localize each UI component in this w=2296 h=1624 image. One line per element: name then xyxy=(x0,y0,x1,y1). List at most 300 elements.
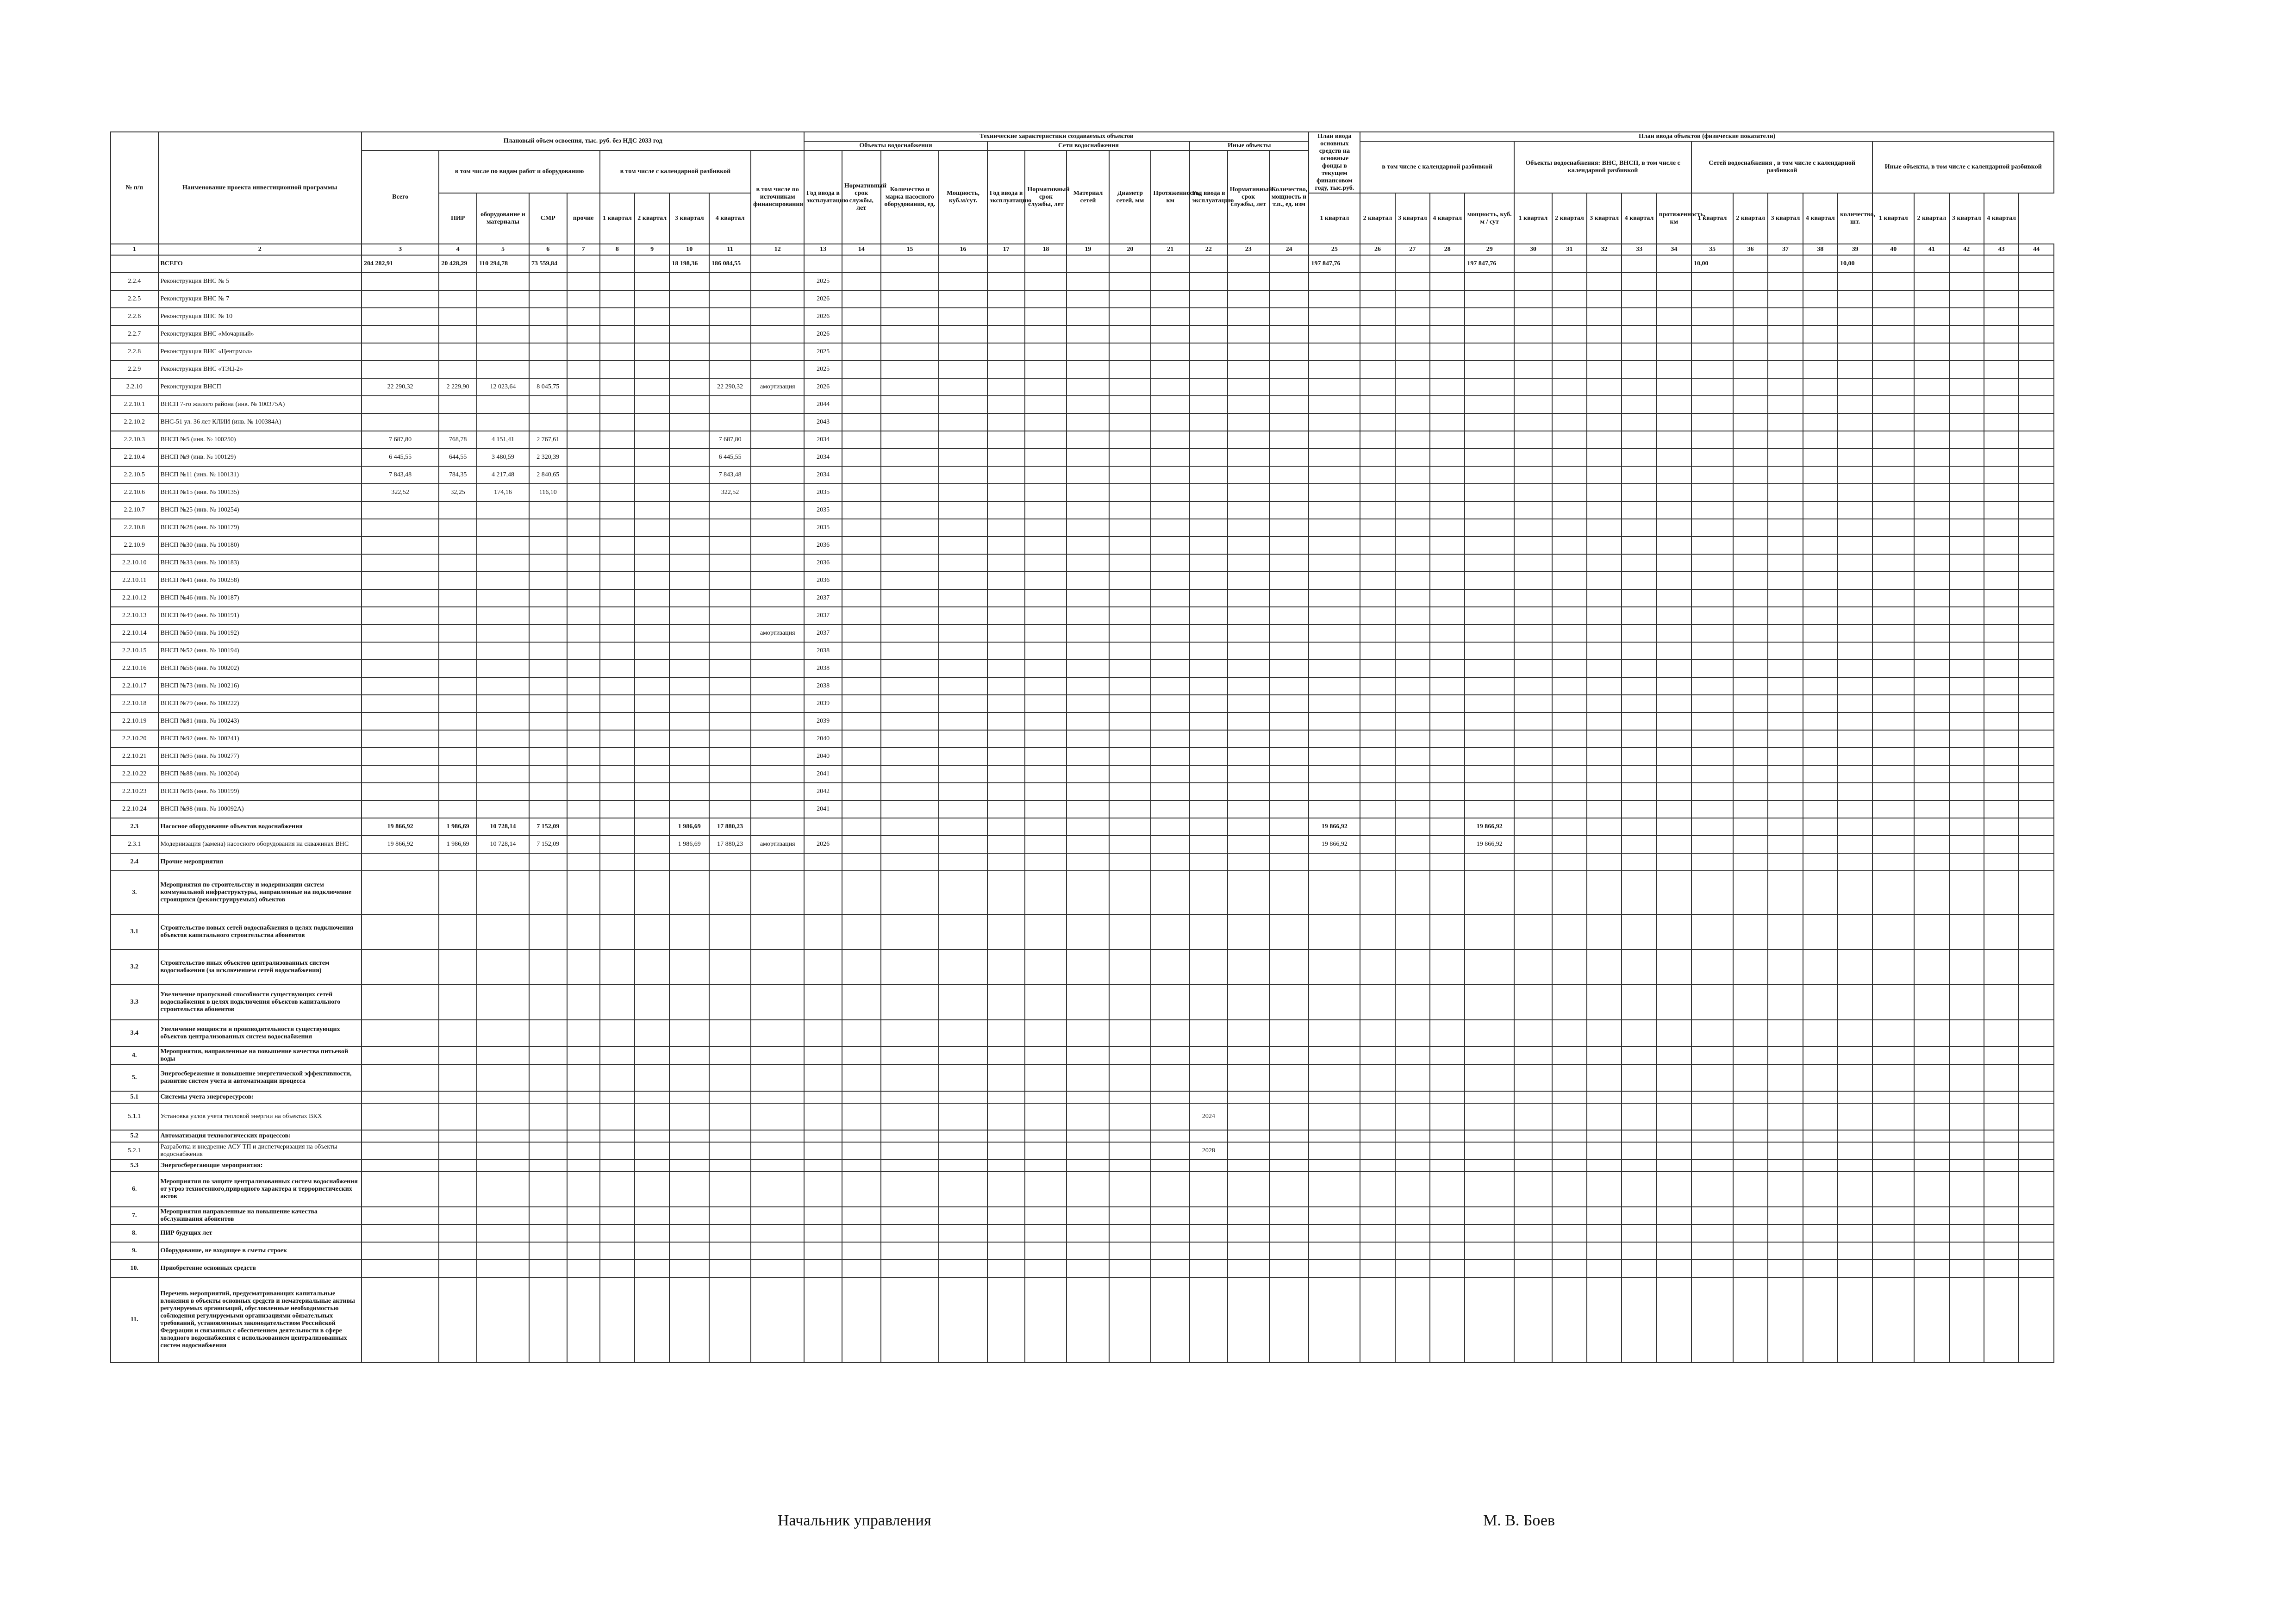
table-cell xyxy=(987,572,1025,589)
table-cell xyxy=(1914,1142,1949,1160)
table-cell xyxy=(1803,853,1838,871)
row-smr xyxy=(529,1160,567,1172)
table-cell xyxy=(1025,1260,1067,1277)
table-cell xyxy=(804,255,842,273)
table-cell xyxy=(1914,1020,1949,1047)
table-cell xyxy=(2019,1020,2054,1047)
q3-header: 3 квартал xyxy=(669,193,709,244)
table-cell xyxy=(842,466,881,484)
table-cell xyxy=(1025,914,1067,949)
row-src xyxy=(751,449,804,466)
row-total xyxy=(362,1207,439,1224)
row-equip xyxy=(477,748,529,765)
table-cell xyxy=(1872,1224,1914,1242)
table-cell xyxy=(881,1142,939,1160)
table-cell xyxy=(842,501,881,519)
table-cell xyxy=(1691,1047,1733,1064)
table-cell xyxy=(1838,308,1872,325)
table-cell xyxy=(1657,589,1691,607)
table-cell xyxy=(987,800,1025,818)
row-pir xyxy=(439,1020,477,1047)
table-cell xyxy=(1914,554,1949,572)
table-cell xyxy=(1872,361,1914,378)
row-q3 xyxy=(669,712,709,730)
table-cell xyxy=(1067,1142,1109,1160)
table-cell xyxy=(1657,783,1691,800)
table-cell xyxy=(1984,1172,2019,1207)
table-cell xyxy=(1067,361,1109,378)
table-cell xyxy=(1228,1020,1269,1047)
row-total xyxy=(362,519,439,537)
table-cell xyxy=(1514,712,1552,730)
row-q3 xyxy=(669,290,709,308)
row-q3 xyxy=(669,1103,709,1130)
table-cell xyxy=(635,871,669,914)
table-cell xyxy=(1228,836,1269,853)
table-cell xyxy=(939,1160,987,1172)
row-total: 19 866,92 xyxy=(362,818,439,836)
table-cell xyxy=(987,712,1025,730)
table-cell xyxy=(1269,413,1309,431)
table-cell xyxy=(567,1277,600,1362)
row-pir xyxy=(439,1207,477,1224)
table-cell xyxy=(2019,914,2054,949)
table-cell xyxy=(1395,783,1430,800)
table-cell xyxy=(1430,431,1465,449)
table-cell xyxy=(1430,985,1465,1020)
table-cell xyxy=(842,1047,881,1064)
table-cell xyxy=(1691,783,1733,800)
table-cell xyxy=(1733,572,1768,589)
row-year-q xyxy=(1465,712,1514,730)
column-number: 8 xyxy=(600,244,635,255)
table-cell xyxy=(1587,1207,1622,1224)
row-equip xyxy=(477,949,529,985)
table-cell xyxy=(1151,519,1190,537)
row-src xyxy=(751,308,804,325)
table-cell xyxy=(1025,1224,1067,1242)
table-cell xyxy=(1768,554,1803,572)
row-name: ПИР будущих лет xyxy=(158,1224,362,1242)
row-plan xyxy=(1309,677,1360,695)
table-cell xyxy=(1949,871,1984,914)
table-cell xyxy=(1691,1277,1733,1362)
table-cell xyxy=(600,695,635,712)
table-cell xyxy=(1657,1064,1691,1091)
table-cell xyxy=(842,1207,881,1224)
table-cell xyxy=(1109,519,1151,537)
row-q4 xyxy=(709,660,751,677)
table-cell xyxy=(1228,1207,1269,1224)
row-q4 xyxy=(709,712,751,730)
table-cell xyxy=(1228,677,1269,695)
row-total xyxy=(362,1020,439,1047)
table-cell xyxy=(1109,343,1151,361)
row-equip xyxy=(477,1260,529,1277)
table-cell xyxy=(1395,255,1430,273)
row-equip xyxy=(477,361,529,378)
table-cell xyxy=(1025,660,1067,677)
table-cell xyxy=(2019,343,2054,361)
table-cell xyxy=(1587,949,1622,985)
table-cell xyxy=(1109,1103,1151,1130)
table-cell xyxy=(1838,1242,1872,1260)
table-cell xyxy=(1691,343,1733,361)
table-cell xyxy=(1587,519,1622,537)
row-q4 xyxy=(709,800,751,818)
table-cell xyxy=(1914,800,1949,818)
table-cell xyxy=(635,1103,669,1130)
table-cell xyxy=(1395,1130,1430,1142)
table-cell xyxy=(1151,554,1190,572)
row-name: ВНСП №9 (инв. № 100129) xyxy=(158,449,362,466)
row-q3 xyxy=(669,765,709,783)
table-cell xyxy=(1109,484,1151,501)
row-name: ВНСП №11 (инв. № 100131) xyxy=(158,466,362,484)
table-cell xyxy=(1151,589,1190,607)
table-cell xyxy=(635,677,669,695)
table-cell xyxy=(1803,1047,1838,1064)
row-pir xyxy=(439,677,477,695)
row-src xyxy=(751,748,804,765)
table-cell xyxy=(1768,290,1803,308)
row-year-q xyxy=(1465,554,1514,572)
table-cell xyxy=(1984,730,2019,748)
row-q4 xyxy=(709,396,751,413)
table-cell xyxy=(1109,449,1151,466)
row-year xyxy=(804,1091,842,1103)
table-cell xyxy=(1395,695,1430,712)
row-number: 5.1.1 xyxy=(111,1103,158,1130)
table-cell xyxy=(1914,914,1949,949)
table-cell xyxy=(1872,1242,1914,1260)
table-cell xyxy=(939,325,987,343)
row-plan xyxy=(1309,1091,1360,1103)
table-cell xyxy=(1949,783,1984,800)
table-cell xyxy=(635,1207,669,1224)
equip-count-header: Количество и марка насосного оборудования, ед. xyxy=(881,150,939,244)
row-year xyxy=(804,1047,842,1064)
row-year: 2025 xyxy=(804,273,842,290)
column-number: 35 xyxy=(1691,244,1733,255)
table-cell xyxy=(1984,607,2019,625)
row-year: 2037 xyxy=(804,589,842,607)
table-cell xyxy=(1691,519,1733,537)
table-cell xyxy=(1733,712,1768,730)
table-cell xyxy=(1514,519,1552,537)
table-cell xyxy=(1657,484,1691,501)
table-cell xyxy=(1914,519,1949,537)
table-cell xyxy=(1838,343,1872,361)
table-cell xyxy=(635,800,669,818)
column-number: 41 xyxy=(1914,244,1949,255)
row-smr xyxy=(529,1260,567,1277)
row-year: 2026 xyxy=(804,290,842,308)
row-smr xyxy=(529,642,567,660)
table-cell xyxy=(1691,396,1733,413)
row-total xyxy=(362,607,439,625)
table-cell xyxy=(1803,466,1838,484)
table-cell xyxy=(1949,1064,1984,1091)
row-year-q xyxy=(1465,730,1514,748)
table-cell xyxy=(1430,501,1465,519)
table-cell xyxy=(1768,949,1803,985)
table-cell xyxy=(1768,1172,1803,1207)
row-name: Мероприятия по строительству и модернизации систем коммунальной инфраструктуры, направленные на подключение строящихся (реконструируемых) объектов xyxy=(158,871,362,914)
table-cell xyxy=(1514,642,1552,660)
row-year: 2037 xyxy=(804,625,842,642)
column-number: 25 xyxy=(1309,244,1360,255)
table-cell xyxy=(1733,985,1768,1020)
table-cell xyxy=(1360,1091,1395,1103)
row-smr: 7 152,09 xyxy=(529,818,567,836)
table-cell xyxy=(635,519,669,537)
table-cell xyxy=(1395,378,1430,396)
table-row xyxy=(111,449,2054,466)
table-cell xyxy=(1949,985,1984,1020)
row-smr xyxy=(529,519,567,537)
table-cell xyxy=(1151,853,1190,871)
table-cell xyxy=(1269,466,1309,484)
table-cell xyxy=(2019,660,2054,677)
row-plan xyxy=(1309,871,1360,914)
table-cell xyxy=(1622,413,1656,431)
table-cell xyxy=(842,607,881,625)
table-cell xyxy=(1151,1091,1190,1103)
table-cell xyxy=(1151,466,1190,484)
table-cell xyxy=(1430,519,1465,537)
table-cell xyxy=(881,695,939,712)
row-src xyxy=(751,325,804,343)
table-cell xyxy=(1228,554,1269,572)
row-oth-year xyxy=(1190,413,1228,431)
table-cell xyxy=(1768,1091,1803,1103)
table-cell xyxy=(1228,413,1269,431)
signature-name: М. В. Боев xyxy=(1483,1512,1555,1529)
table-cell xyxy=(1360,537,1395,554)
table-cell xyxy=(1872,1207,1914,1224)
row-q4 xyxy=(709,1103,751,1130)
oth-year-header: Год ввода в эксплуатацию xyxy=(1190,150,1228,244)
table-cell xyxy=(1151,431,1190,449)
table-cell xyxy=(881,660,939,677)
table-cell xyxy=(1622,1047,1656,1064)
table-cell xyxy=(1025,949,1067,985)
table-cell xyxy=(1025,554,1067,572)
table-cell xyxy=(881,343,939,361)
row-name: Модернизация (замена) насосного оборудования на скважинах ВНС xyxy=(158,836,362,853)
table-cell xyxy=(1587,378,1622,396)
table-cell xyxy=(1872,1091,1914,1103)
table-cell xyxy=(1067,914,1109,949)
table-cell xyxy=(1587,1160,1622,1172)
table-cell xyxy=(1228,1103,1269,1130)
table-cell xyxy=(1151,695,1190,712)
row-name: Мероприятия, направленные на повышение качества питьевой воды xyxy=(158,1047,362,1064)
table-cell xyxy=(1067,985,1109,1020)
row-pir xyxy=(439,343,477,361)
table-cell xyxy=(1872,273,1914,290)
table-cell xyxy=(1360,343,1395,361)
table-cell xyxy=(987,554,1025,572)
table-cell xyxy=(1228,914,1269,949)
row-oth-year xyxy=(1190,800,1228,818)
table-cell xyxy=(987,431,1025,449)
table-cell xyxy=(1552,1020,1587,1047)
table-cell xyxy=(1395,1207,1430,1224)
table-cell xyxy=(1949,1142,1984,1160)
table-cell xyxy=(2019,519,2054,537)
table-cell xyxy=(2019,1103,2054,1130)
table-cell xyxy=(1151,1207,1190,1224)
table-cell xyxy=(1984,1091,2019,1103)
table-cell xyxy=(1691,949,1733,985)
total-plan: 197 847,76 xyxy=(1309,255,1360,273)
row-year: 2042 xyxy=(804,783,842,800)
table-cell xyxy=(1430,396,1465,413)
table-cell xyxy=(567,783,600,800)
table-row xyxy=(111,836,2054,853)
net-obj-header: Сетей водоснабжения , в том числе с календарной разбивкой xyxy=(1691,141,1872,193)
other-header: прочие xyxy=(567,193,600,244)
table-cell xyxy=(1768,1242,1803,1260)
table-cell xyxy=(939,1103,987,1130)
table-cell xyxy=(1768,325,1803,343)
table-cell xyxy=(1691,1172,1733,1207)
table-cell xyxy=(1733,554,1768,572)
table-cell xyxy=(1733,1020,1768,1047)
table-cell xyxy=(1360,501,1395,519)
table-cell xyxy=(1269,449,1309,466)
row-oth-year xyxy=(1190,1260,1228,1277)
table-cell xyxy=(1733,695,1768,712)
row-name: Автоматизация технологических процессов: xyxy=(158,1130,362,1142)
table-cell xyxy=(1025,325,1067,343)
table-cell xyxy=(567,871,600,914)
table-cell xyxy=(1768,677,1803,695)
table-cell xyxy=(600,642,635,660)
table-cell xyxy=(1622,677,1656,695)
table-cell xyxy=(1768,519,1803,537)
table-cell xyxy=(939,466,987,484)
table-cell xyxy=(600,1224,635,1242)
row-total xyxy=(362,914,439,949)
table-cell xyxy=(1657,413,1691,431)
table-cell xyxy=(1984,449,2019,466)
row-smr: 2 320,39 xyxy=(529,449,567,466)
table-cell xyxy=(1657,1242,1691,1260)
row-q3 xyxy=(669,273,709,290)
table-cell xyxy=(987,449,1025,466)
table-cell xyxy=(1228,985,1269,1020)
table-cell xyxy=(567,949,600,985)
row-total xyxy=(362,1047,439,1064)
table-cell xyxy=(600,1172,635,1207)
row-number: 2.2.5 xyxy=(111,290,158,308)
table-cell xyxy=(1067,712,1109,730)
table-cell xyxy=(1025,308,1067,325)
row-q3 xyxy=(669,449,709,466)
column-number: 19 xyxy=(1067,244,1109,255)
table-cell xyxy=(1552,642,1587,660)
table-cell xyxy=(1949,677,1984,695)
table-cell xyxy=(1269,712,1309,730)
table-cell xyxy=(881,1047,939,1064)
table-cell xyxy=(1151,290,1190,308)
row-smr xyxy=(529,1224,567,1242)
table-cell xyxy=(939,1020,987,1047)
table-cell xyxy=(1984,695,2019,712)
table-cell xyxy=(1025,1064,1067,1091)
row-oth-year xyxy=(1190,1047,1228,1064)
table-cell xyxy=(1430,871,1465,914)
net-q2-header: 2 квартал xyxy=(1733,193,1768,244)
oth-qty-header: Количество, мощность и т.п., ед. изм xyxy=(1269,150,1309,244)
table-cell xyxy=(1395,853,1430,871)
table-cell xyxy=(1067,730,1109,748)
table-cell xyxy=(1360,1103,1395,1130)
table-cell xyxy=(1360,466,1395,484)
table-cell xyxy=(2019,695,2054,712)
table-cell xyxy=(1430,1260,1465,1277)
table-cell xyxy=(1914,537,1949,554)
table-cell xyxy=(1768,853,1803,871)
table-cell xyxy=(987,1047,1025,1064)
table-cell xyxy=(1228,1224,1269,1242)
table-cell xyxy=(987,625,1025,642)
table-cell xyxy=(1067,537,1109,554)
table-cell xyxy=(1430,290,1465,308)
table-cell xyxy=(1552,677,1587,695)
column-number: 9 xyxy=(635,244,669,255)
table-cell xyxy=(842,1160,881,1172)
row-src xyxy=(751,712,804,730)
table-cell xyxy=(1984,554,2019,572)
table-cell xyxy=(1587,1277,1622,1362)
column-number: 29 xyxy=(1465,244,1514,255)
row-oth-year xyxy=(1190,554,1228,572)
table-cell xyxy=(1838,1160,1872,1172)
table-cell xyxy=(1067,642,1109,660)
table-cell xyxy=(1269,695,1309,712)
table-cell xyxy=(939,818,987,836)
table-cell xyxy=(1914,572,1949,589)
table-row xyxy=(111,853,2054,871)
row-oth-year xyxy=(1190,836,1228,853)
table-cell xyxy=(600,1142,635,1160)
table-cell xyxy=(1914,853,1949,871)
table-cell xyxy=(987,1242,1025,1260)
table-cell xyxy=(1657,677,1691,695)
table-cell xyxy=(1025,695,1067,712)
table-cell xyxy=(842,1064,881,1091)
row-plan xyxy=(1309,1242,1360,1260)
table-cell xyxy=(1269,255,1309,273)
table-cell xyxy=(1733,466,1768,484)
table-cell xyxy=(1768,818,1803,836)
table-cell xyxy=(1691,1260,1733,1277)
row-year-q xyxy=(1465,1277,1514,1362)
table-cell xyxy=(1691,800,1733,818)
table-cell xyxy=(1984,853,2019,871)
row-equip xyxy=(477,308,529,325)
table-cell xyxy=(1914,677,1949,695)
table-cell xyxy=(1657,1103,1691,1130)
row-q4: 7 843,48 xyxy=(709,466,751,484)
net-year-header: Год ввода в эксплуатацию xyxy=(987,150,1025,244)
table-cell xyxy=(1109,554,1151,572)
table-cell xyxy=(567,853,600,871)
